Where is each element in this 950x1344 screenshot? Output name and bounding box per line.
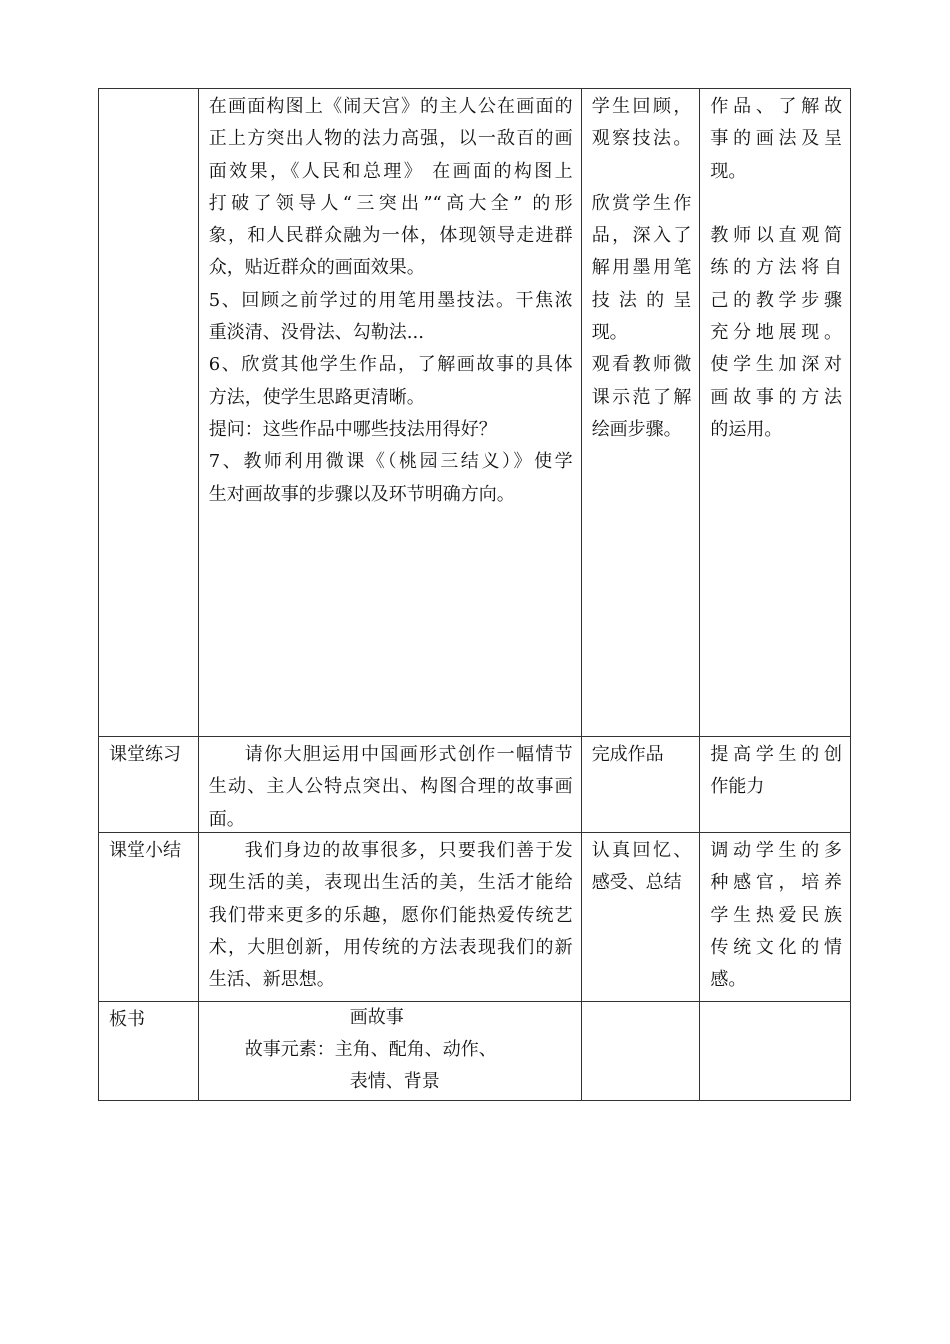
content-line: 正上方突出人物的法力高强，以一敌百的画	[208, 128, 573, 150]
student-line: 技 法 的 呈	[591, 289, 692, 311]
board-title: 画故事	[349, 1007, 404, 1028]
blackboard-cell	[198, 1002, 581, 1100]
student-line: 学生回顾，	[591, 96, 692, 117]
intent-line: 作能力	[710, 776, 765, 798]
table-row	[99, 1001, 850, 1100]
intent-line: 传统文化的情	[710, 936, 842, 958]
intent-line: 使学生加深对	[710, 354, 842, 376]
board-line: 表情、背景	[349, 1071, 440, 1092]
student-activity-cell	[581, 833, 700, 1001]
intent-line: 调动学生的多	[710, 840, 842, 861]
content-line: 我们带来更多的乐趣，愿你们能热爱传统艺	[208, 904, 573, 926]
student-line: 完成作品	[591, 744, 664, 765]
student-line: 观看教师微	[591, 354, 692, 376]
content-line: 生活、新思想。	[208, 969, 335, 991]
section-label-cell	[99, 833, 198, 1001]
intent-line: 的运用。	[710, 418, 783, 440]
design-intent-cell	[699, 1002, 850, 1100]
intent-line: 事的画法及呈	[710, 128, 842, 150]
student-line: 认真回忆、	[591, 840, 692, 861]
content-line: 生动、主人公特点突出、构图合理的故事画	[208, 776, 573, 798]
table-row	[99, 736, 850, 832]
content-line: 象，和人民群众融为一体，体现领导走进群	[208, 225, 573, 247]
content-line: 6、欣赏其他学生作品，了解画故事的具体	[208, 354, 573, 376]
design-intent-cell	[699, 833, 850, 1001]
content-line: 请你大胆运用中国画形式创作一幅情节	[244, 744, 573, 765]
intent-line: 充分地展现。	[710, 322, 842, 344]
student-line: 绘画步骤。	[591, 418, 682, 440]
student-line: 现。	[591, 322, 628, 344]
student-line: 品，深入了	[591, 225, 692, 247]
spacer	[592, 156, 692, 188]
student-line: 课示范了解	[591, 386, 692, 408]
student-activity-cell	[581, 89, 700, 736]
student-line: 欣赏学生作	[591, 192, 692, 214]
intent-line: 学生热爱民族	[710, 904, 842, 926]
section-label-cell	[99, 89, 198, 736]
content-line: 我们身边的故事很多，只要我们善于发	[244, 840, 573, 861]
content-line: 5、回顾之前学过的用笔用墨技法。干焦浓	[208, 289, 573, 311]
design-intent-cell	[699, 737, 850, 832]
intent-line: 画故事的方法	[710, 386, 842, 408]
lesson-plan-table	[98, 88, 851, 1101]
content-line: 打破了领导人“三突出”“高大全” 的形	[208, 192, 573, 214]
intent-line: 提高学生的创	[710, 744, 842, 765]
student-line: 解用墨用笔	[591, 257, 692, 279]
section-label-cell	[99, 737, 198, 832]
content-line: 重淡清、没骨法、勾勒法...	[208, 322, 424, 344]
section-label: 板书	[109, 1009, 145, 1030]
content-line: 面效果，《人民和总理》 在画面的构图上	[208, 160, 573, 182]
teacher-activity-cell	[198, 833, 581, 1001]
section-label: 课堂练习	[109, 744, 181, 765]
teacher-activity-cell	[198, 89, 581, 736]
intent-line: 教师以直观简	[710, 225, 842, 247]
board-line: 故事元素：主角、配角、动作、	[244, 1039, 497, 1060]
content-line: 众，贴近群众的画面效果。	[208, 257, 425, 279]
intent-line: 己的教学步骤	[710, 289, 842, 311]
content-line: 方法，使学生思路更清晰。	[208, 386, 425, 408]
content-line: 面。	[208, 808, 245, 830]
content-line: 7、教师利用微课《（桃园三结义）》使学	[208, 451, 573, 473]
intent-line: 现。	[710, 160, 747, 182]
intent-line: 练的方法将自	[710, 257, 842, 279]
intent-line: 作品、了解故	[710, 96, 842, 117]
table-row	[99, 832, 850, 1001]
table-row	[99, 89, 850, 736]
student-line: 感受、总结	[591, 872, 682, 894]
intent-line: 感。	[710, 969, 747, 991]
intent-line: 种感官，培养	[710, 872, 842, 894]
spacer	[710, 188, 842, 220]
content-line: 生对画故事的步骤以及环节明确方向。	[208, 483, 515, 505]
teacher-activity-cell	[198, 737, 581, 832]
design-intent-cell	[699, 89, 850, 736]
content-line: 现生活的美，表现出生活的美，生活才能给	[208, 872, 573, 894]
content-line: 在画面构图上《闹天宫》的主人公在画面的	[208, 96, 573, 117]
student-activity-cell	[581, 737, 700, 832]
content-line: 术，大胆创新，用传统的方法表现我们的新	[208, 936, 573, 958]
content-line: 提问：这些作品中哪些技法用得好？	[208, 418, 497, 440]
section-label-cell	[99, 1002, 198, 1100]
student-activity-cell	[581, 1002, 700, 1100]
student-line: 观察技法。	[591, 128, 692, 150]
section-label: 课堂小结	[109, 840, 181, 861]
